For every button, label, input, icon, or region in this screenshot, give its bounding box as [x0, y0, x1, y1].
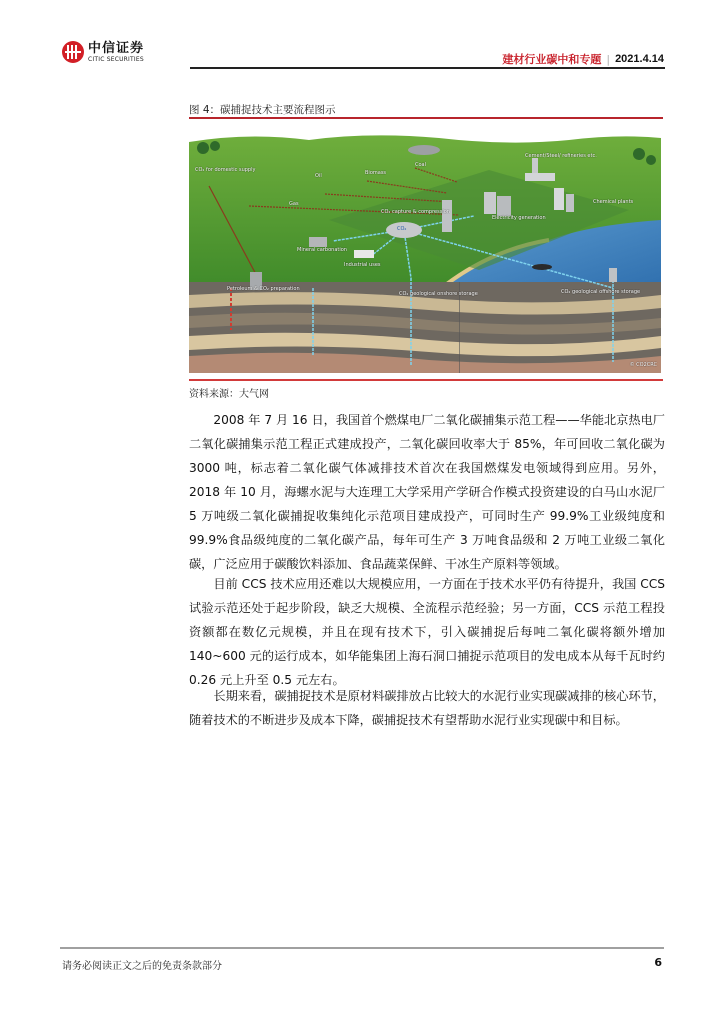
label-gas: Gas	[289, 201, 299, 207]
citic-securities-logo	[62, 38, 144, 66]
figure-copyright: © CO2CRC	[629, 362, 657, 368]
paragraph-long-term-outlook	[189, 684, 665, 732]
header-divider	[190, 67, 665, 69]
paragraph-text: 长期来看，碳捕捉技术是原材料碳排放占比较大的水泥行业实现碳减排的核心环节，随着技术的不断进步及成本下降，碳捕捉技术有望帮助水泥行业实现碳中和目标。	[189, 689, 665, 727]
figure-bottom-rule	[189, 379, 663, 381]
paragraph-text: 2008 年 7 月 16 日，我国首个燃煤电厂二氧化碳捕集示范工程——华能北京热电厂二氧化碳捕集示范工程正式建成投产，二氧化碳回收率大于 85%，年可回收二氧化碳为 3000 吨，标志着二氧化碳气体减排技术首次在我国燃煤发电领域得到应用。另外，2018 年 10 月，海螺水泥与大连理工大学采用产学研合作模式投资建设的白马山水泥厂 5 万吨级二氧化碳捕捉收集纯化示范项目建成投产，可同时生产 99.9%工业级纯度和 99.9%食品级纯度的二氧化碳产品，每年可生产 3 万吨食品级和 2 万吨工业级二氧化碳，广泛应用于碳酸饮料添加、食品蔬菜保鲜、干冰生产原料等领域。	[189, 413, 665, 571]
label-co2-capture: CO₂ capture & compression	[381, 209, 450, 215]
ccs-process-illustration	[189, 130, 661, 373]
label-petroleum-co2: Petroleum & CO₂ preparation	[227, 286, 300, 292]
report-topic: 建材行业碳中和专题	[502, 53, 602, 66]
figure-caption: 图 4：碳捕捉技术主要流程图示	[189, 104, 336, 116]
footer-divider	[60, 947, 664, 949]
label-coal: Coal	[415, 162, 427, 168]
label-industrial-uses: Industrial uses	[344, 262, 381, 268]
header-separator: |	[606, 52, 611, 66]
report-header	[502, 51, 664, 67]
paragraph-ccs-projects	[189, 408, 665, 576]
paragraph-text: 目前 CCS 技术应用还难以大规模应用，一方面在于技术水平仍有待提升，我国 CCS 试验示范还处于起步阶段，缺乏大规模、全流程示范经验；另一方面，CCS 示范工程投资额都在数亿元规模，并且在现有技术下，引入碳捕捉后每吨二氧化碳将额外增加 140~600 元的运行成本，如华能集团上海石洞口捕捉示范项目的发电成本从每千瓦时约 0.26 元上升至 0.5 元左右。	[189, 577, 665, 687]
label-onshore-storage: CO₂ geological onshore storage	[399, 291, 478, 297]
label-co2-domestic-supply: CO₂ for domestic supply	[195, 167, 256, 173]
figure-source: 资料来源：大气网	[189, 389, 269, 400]
label-mineral-carbonation: Mineral carbonation	[297, 247, 347, 253]
report-date: 2021.4.14	[615, 53, 664, 65]
logo-english-name: CITIC SECURITIES	[88, 55, 144, 63]
footer-disclaimer: 请务必阅读正文之后的免责条款部分	[62, 961, 222, 972]
label-cement-refineries: Cement/Steel/ refineries etc.	[525, 153, 597, 159]
figure-top-rule	[189, 117, 663, 119]
label-biomass: Biomass	[365, 170, 387, 176]
paragraph-ccs-challenges	[189, 572, 665, 692]
label-co2-bubble: CO₂	[397, 226, 407, 232]
label-offshore-storage: CO₂ geological offshore storage	[561, 289, 641, 295]
label-chemical-plants: Chemical plants	[593, 199, 634, 205]
page-number: 6	[654, 956, 662, 969]
logo-chinese-name: 中信证券	[88, 40, 145, 56]
label-electricity-generation: Electricity generation	[492, 215, 546, 221]
label-oil: Oil	[315, 173, 322, 179]
citic-logo-icon	[62, 41, 84, 63]
